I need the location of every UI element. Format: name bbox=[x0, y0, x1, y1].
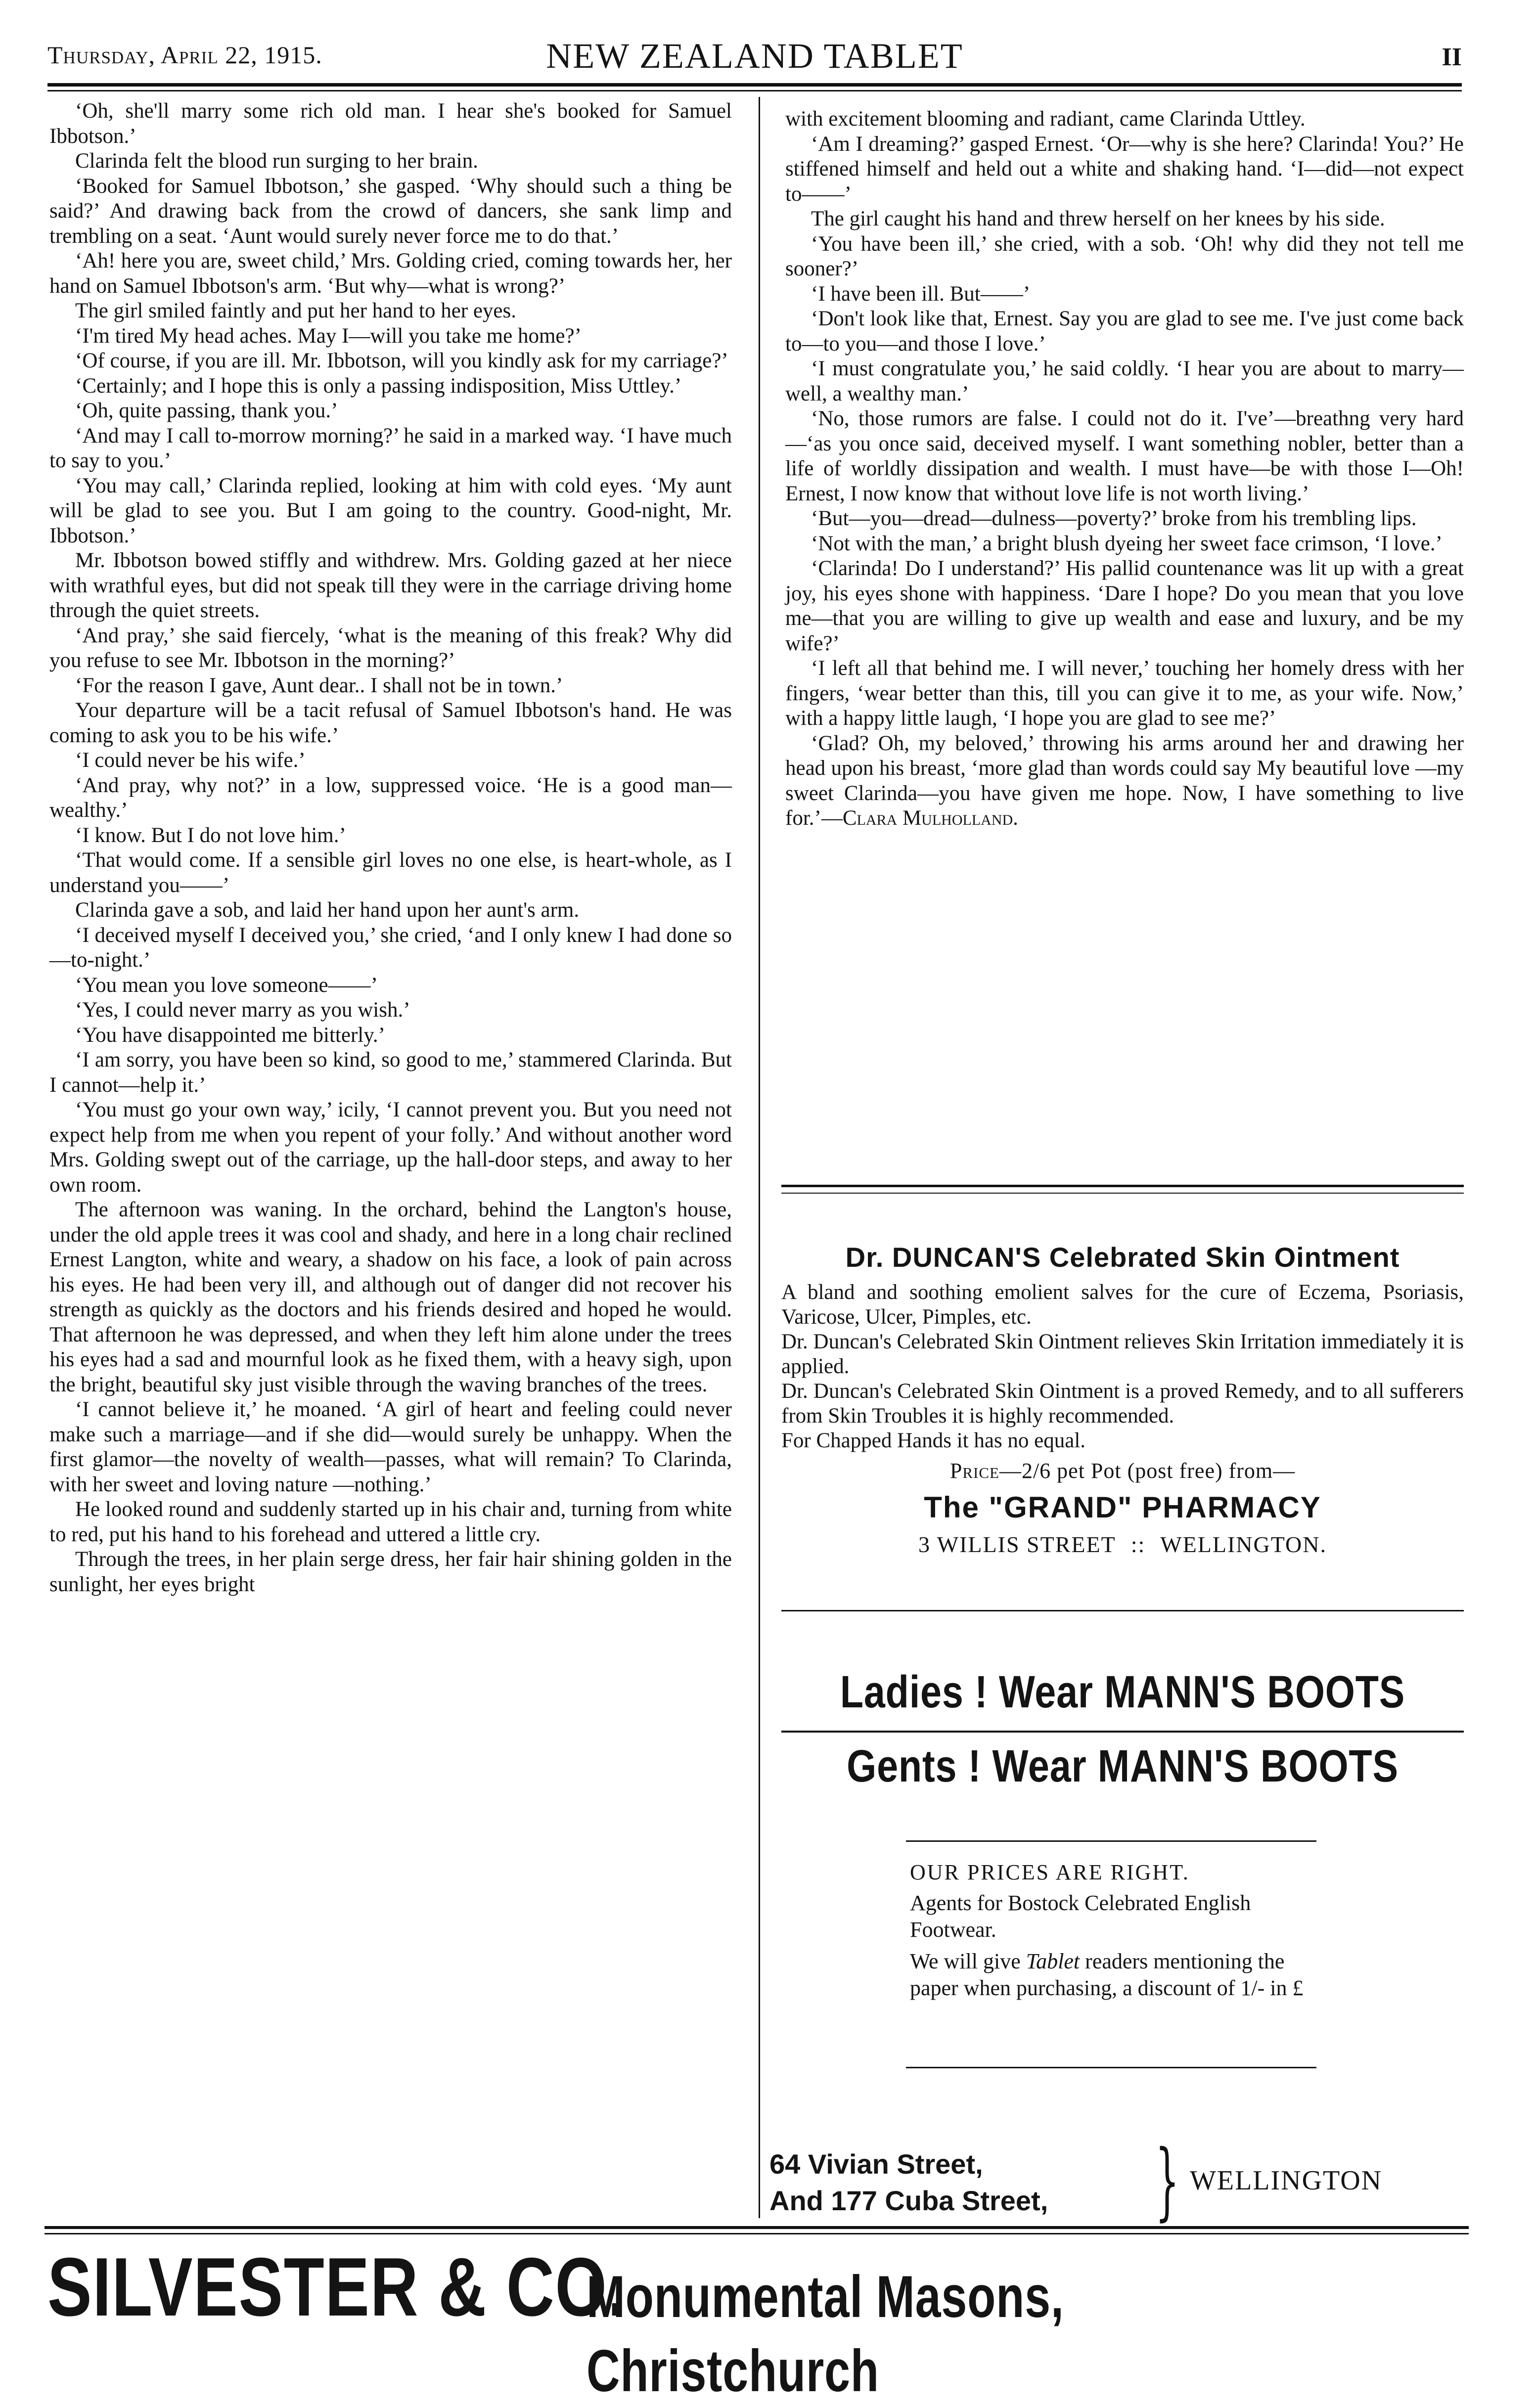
mann-box-rule-top bbox=[906, 1840, 1316, 1842]
pharmacy-address bbox=[781, 1531, 1464, 1558]
story-paragraph: ‘Oh, she'll marry some rich old man. I hear she's booked for Samuel Ibbotson.’ bbox=[49, 99, 732, 148]
story-paragraph bbox=[785, 506, 1464, 532]
story-paragraph: ‘You must go your own way,’ icily, ‘I cannot prevent you. But you need not expect help from me when you repent of your folly.’ And without another word Mrs. Golding swept out of the carriage, up the hall-door steps, and away to her own room. bbox=[49, 1098, 732, 1197]
story-paragraph: ‘I cannot believe it,’ he moaned. ‘A girl of heart and feeling could never make such a marriage—and if she did—would surely be unhappy. When the first glamor—the novelty of wealth—passes, what will remain? To Clarinda, with her sweet and loving nature —nothing.’ bbox=[49, 1398, 732, 1496]
story-left-column bbox=[49, 99, 732, 2215]
ad-line: A bland and soothing emolient salves for the cure of Eczema, Psoriasis, Varicose, Ulcer, Pimples, etc. bbox=[781, 1281, 1464, 1329]
paragraph-text: ‘No, those rumors are false. I could not do it. I've’—breathng very hard—‘as you once said, deceived myself. I want something nobler, better than a life of worldly dissipation and wealth. I must have—be with those I—Oh! Ernest, I now know that without love life is not worth living.’ bbox=[785, 407, 1464, 505]
story-paragraph bbox=[785, 307, 1464, 357]
story-paragraph bbox=[785, 532, 1464, 557]
story-paragraph: ‘Yes, I could never marry as you wish.’ bbox=[75, 998, 410, 1022]
paragraph-text: ‘You have been ill,’ she cried, with a sob. ‘Oh! why did they not tell me sooner?’ bbox=[785, 232, 1464, 280]
story-right-paragraphs bbox=[785, 107, 1464, 831]
pharmacy-name: The "GRAND" PHARMACY bbox=[924, 1491, 1321, 1524]
story-paragraph: ‘You mean you love someone——’ bbox=[75, 973, 378, 997]
story-paragraph: Your departure will be a tacit refusal of Samuel Ibbotson's hand. He was coming to ask you to be his wife.’ bbox=[49, 699, 732, 747]
issue-date: Thursday, April 22, 1915. bbox=[47, 41, 322, 69]
mann-prices: OUR PRICES ARE RIGHT. bbox=[910, 1860, 1190, 1884]
address-city: WELLINGTON. bbox=[1160, 1532, 1327, 1557]
story-paragraph: ‘Of course, if you are ill. Mr. Ibbotson, will you kindly ask for my carriage?’ bbox=[75, 349, 728, 372]
header-rule-thin bbox=[47, 90, 1462, 91]
story-paragraph: Mr. Ibbotson bowed stiffly and withdrew. Mrs. Golding gazed at her niece with wrathful eyes, but did not speak till they were in the carriage driving home through the quiet streets. bbox=[49, 549, 732, 622]
author-byline: Clara Mulholland. bbox=[842, 806, 1018, 830]
mann-city: WELLINGTON bbox=[1190, 2165, 1383, 2196]
paragraph-text: ‘I have been ill. But——’ bbox=[811, 282, 1031, 306]
newspaper-title: NEW ZEALAND TABLET bbox=[546, 36, 963, 76]
story-paragraph: Clarinda gave a sob, and laid her hand upon her aunt's arm. bbox=[75, 898, 580, 922]
ad-body bbox=[781, 1280, 1464, 1453]
story-paragraph: ‘Certainly; and I hope this is only a passing indisposition, Miss Uttley.’ bbox=[75, 374, 682, 398]
story-paragraph: He looked round and suddenly started up in his chair and, turning from white to red, put his hand to his forehead and uttered a little cry. bbox=[49, 1498, 732, 1546]
silvester-banner-ad bbox=[47, 2240, 1472, 2404]
story-paragraph: ‘I'm tired My head aches. May I—will you take me home?’ bbox=[75, 324, 582, 348]
mann-ladies-headline: Ladies ! Wear MANN'S BOOTS bbox=[840, 1667, 1405, 1717]
story-paragraph: The afternoon was waning. In the orchard, behind the Langton's house, under the old apple trees it was cool and shady, and here in a long chair reclined Ernest Langton, white and weary, a shadow on his face, a look of pain across his eyes. He had been very ill, and although out of danger did not recover his strength as quickly as the doctors and his friends desired and hoped he would. That afternoon he was depressed, and when they left him alone under the trees his eyes had a sad and mournful look as he fixed them, with a heavy sigh, upon the bright, beautiful sky just visible through the waving branches of the trees. bbox=[49, 1198, 732, 1396]
story-paragraph bbox=[785, 107, 1464, 132]
column-divider bbox=[759, 97, 760, 2218]
story-paragraph: ‘Booked for Samuel Ibbotson,’ she gasped. ‘Why should such a thing be said?’ And drawing back from the crowd of dancers, she sank limp and trembling on a seat. ‘Aunt would surely never force me to do that.’ bbox=[49, 174, 732, 248]
mann-streets bbox=[769, 2146, 1048, 2219]
mann-street-1: 64 Vivian Street, bbox=[769, 2148, 983, 2180]
paragraph-text: The girl caught his hand and threw herself on her knees by his side. bbox=[811, 207, 1385, 230]
paragraph-text: with excitement blooming and radiant, came Clarinda Uttley. bbox=[785, 107, 1306, 131]
ad-divider-rule bbox=[781, 1610, 1464, 1611]
masthead bbox=[47, 36, 1462, 80]
page-number: II bbox=[1442, 43, 1462, 71]
story-paragraph: Clarinda felt the blood run surging to her brain. bbox=[75, 149, 478, 173]
address-separator: :: bbox=[1130, 1532, 1146, 1557]
story-right-column bbox=[785, 107, 1464, 1180]
paragraph-text: ‘Am I dreaming?’ gasped Ernest. ‘Or—why is she here? Clarinda! You?’ He stiffened himself and held out a white and shaking hand. ‘I—did—not expect to——’ bbox=[785, 132, 1464, 206]
story-paragraph: ‘For the reason I gave, Aunt dear.. I shall not be in town.’ bbox=[75, 673, 563, 697]
mann-box-rule-bottom bbox=[906, 2067, 1316, 2068]
story-paragraph: ‘I deceived myself I deceived you,’ she cried, ‘and I only knew I had done so—to-night.’ bbox=[49, 923, 732, 972]
duncan-ointment-ad bbox=[781, 1241, 1464, 1558]
story-paragraph bbox=[785, 207, 1464, 232]
mann-agents: Agents for Bostock Celebrated English Footwear. bbox=[910, 1891, 1251, 1942]
story-paragraph: ‘You have disappointed me bitterly.’ bbox=[75, 1023, 385, 1047]
story-paragraph: ‘I am sorry, you have been so kind, so good to me,’ stammered Clarinda. But I cannot—help it.’ bbox=[49, 1048, 732, 1097]
mann-address bbox=[769, 2132, 1472, 2230]
paragraph-text: ‘Clarinda! Do I understand?’ His pallid countenance was lit up with a great joy, his eyes shone with happiness. ‘Dare I hope? Do you mean that you love me—that you are willing to give up wealth and ease and luxury, and be my wife?’ bbox=[785, 557, 1464, 655]
paragraph-text: ‘But—you—dread—dulness—poverty?’ broke from his trembling lips. bbox=[811, 507, 1417, 530]
brace-glyph: } bbox=[1155, 2132, 1179, 2230]
banner-company: SILVESTER & CO. bbox=[47, 2240, 627, 2333]
story-paragraph: ‘And pray,’ she said fiercely, ‘what is the meaning of this freak? Why did you refuse to see Mr. Ibbotson in the morning?’ bbox=[49, 624, 732, 672]
ad-line: For Chapped Hands it has no equal. bbox=[781, 1429, 1086, 1452]
story-paragraph bbox=[785, 282, 1464, 307]
footer-rule-thick bbox=[45, 2226, 1469, 2229]
story-paragraph bbox=[785, 556, 1464, 656]
mann-street-2: And 177 Cuba Street, bbox=[769, 2185, 1048, 2216]
section-rule-thin bbox=[781, 1193, 1464, 1194]
mann-gents-headline: Gents ! Wear MANN'S BOOTS bbox=[847, 1741, 1399, 1791]
price-text: —2/6 pet Pot (post free) from— bbox=[999, 1459, 1296, 1483]
paragraph-text: ‘Not with the man,’ a bright blush dyeing her sweet face crimson, ‘I love.’ bbox=[811, 532, 1443, 555]
header-rule-thick bbox=[47, 83, 1462, 87]
story-paragraph: ‘I know. But I do not love him.’ bbox=[75, 823, 346, 847]
story-paragraph: ‘You may call,’ Clarinda replied, looking at him with cold eyes. ‘My aunt will be glad to see you. But I am going to the country. Good-night, Mr. Ibbotson.’ bbox=[49, 474, 732, 547]
story-paragraph: The girl smiled faintly and put her hand to her eyes. bbox=[75, 299, 516, 322]
story-paragraph bbox=[785, 656, 1464, 731]
story-paragraph: ‘I could never be his wife.’ bbox=[75, 749, 306, 772]
price-label: Price bbox=[949, 1459, 999, 1483]
story-paragraph: ‘Oh, quite passing, thank you.’ bbox=[75, 399, 338, 422]
story-paragraph bbox=[785, 357, 1464, 406]
story-paragraph: ‘Ah! here you are, sweet child,’ Mrs. Golding cried, coming towards her, her hand on Samuel Ibbotson's arm. ‘But why—what is wrong?’ bbox=[49, 249, 732, 298]
ad-line: Dr. Duncan's Celebrated Skin Ointment is a proved Remedy, and to all sufferers from Skin Troubles it is highly recommended. bbox=[781, 1380, 1464, 1427]
mann-headline-rule bbox=[781, 1731, 1464, 1733]
story-paragraph: Through the trees, in her plain serge dress, her fair hair shining golden in the sunlight, her eyes bright bbox=[49, 1548, 732, 1596]
ad-title: Dr. DUNCAN'S Celebrated Skin Ointment bbox=[845, 1242, 1400, 1273]
mann-details bbox=[910, 1859, 1315, 2002]
story-paragraph: ‘And may I call to-morrow morning?’ he said in a marked way. ‘I have much to say to you.’ bbox=[49, 424, 732, 472]
ad-line: Dr. Duncan's Celebrated Skin Ointment relieves Skin Irritation immediately it is applied. bbox=[781, 1330, 1464, 1378]
footer-rule-thin bbox=[45, 2233, 1469, 2234]
story-paragraph: ‘And pray, why not?’ in a low, suppressed voice. ‘He is a good man—wealthy.’ bbox=[49, 773, 732, 822]
story-paragraph: ‘That would come. If a sensible girl loves no one else, is heart-whole, as I understand you——’ bbox=[49, 848, 732, 897]
mann-discount bbox=[910, 1948, 1315, 2002]
discount-italic: Tablet bbox=[1026, 1949, 1080, 1973]
banner-tagline: Monumental Masons, Christchurch bbox=[587, 2264, 1064, 2404]
discount-post: readers mentioning the paper when purchasing, a discount of 1/- in £ bbox=[910, 1949, 1304, 2000]
address-street: 3 WILLIS STREET bbox=[918, 1532, 1116, 1557]
story-paragraph bbox=[785, 232, 1464, 282]
story-paragraph bbox=[785, 132, 1464, 207]
discount-pre: We will give bbox=[910, 1949, 1026, 1973]
paragraph-text: ‘I left all that behind me. I will never,’ touching her homely dress with her fingers, ‘wear better than this, till you can give it to me, as your wife. Now,’ with a happy little laugh, ‘I hope you are glad to see me?’ bbox=[785, 657, 1464, 730]
ad-price bbox=[781, 1458, 1464, 1483]
paragraph-text: ‘Don't look like that, Ernest. Say you are glad to see me. I've just come back to—to you—and those I love.’ bbox=[785, 307, 1464, 356]
story-paragraph bbox=[785, 731, 1464, 831]
paragraph-text: ‘Glad? Oh, my beloved,’ throwing his arms around her and drawing her head upon his breast, ‘more glad than words could say My beautiful love —my sweet Clarinda—you have given me hope. Now, I have something to live for.’— bbox=[785, 731, 1464, 830]
story-paragraph bbox=[785, 406, 1464, 506]
paragraph-text: ‘I must congratulate you,’ he said coldly. ‘I hear you are about to marry—well, a wealthy man.’ bbox=[785, 357, 1464, 405]
section-rule-thick bbox=[781, 1185, 1464, 1187]
